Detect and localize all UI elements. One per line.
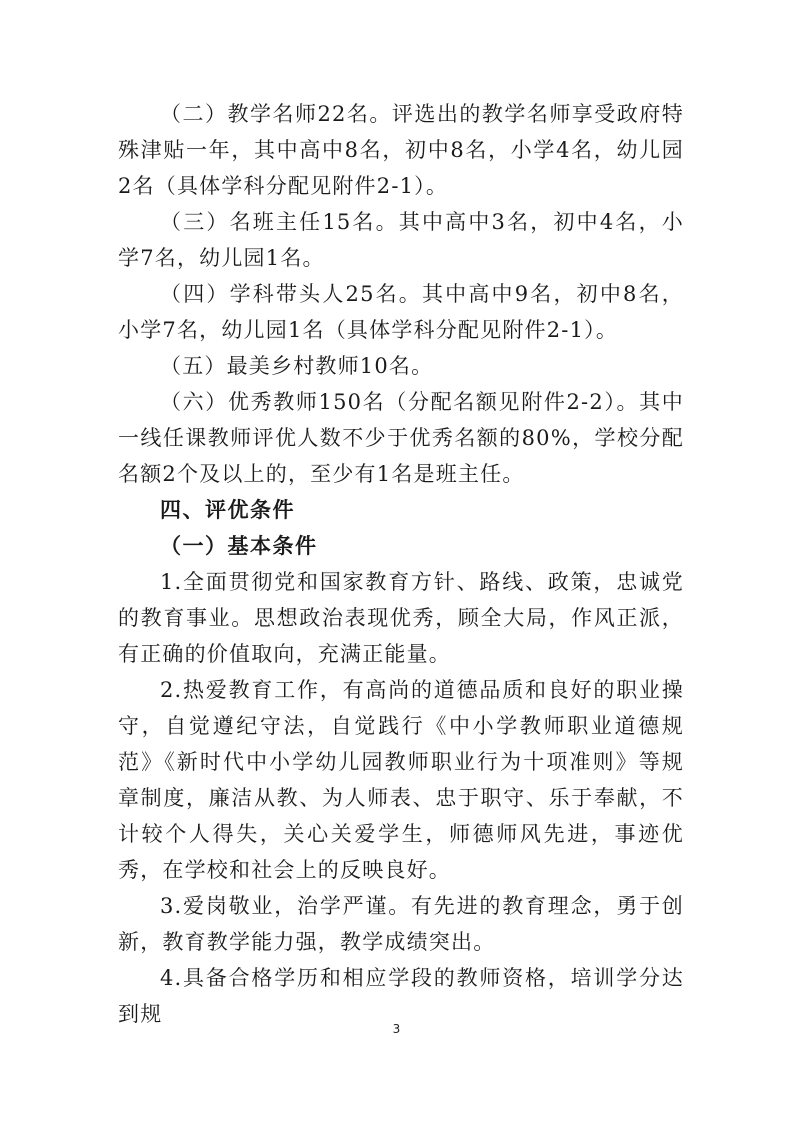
condition-item-2: 2.热爱教育工作，有高尚的道德品质和良好的职业操守，自觉遵纪守法，自觉践行《中小学教师职业道德规范》《新时代中小学幼儿园教师职业行为十项准则》等规章制度，廉洁从教、为人师表、忠于职守、乐于奉献，不计较个人得失，关心关爱学生，师德师风先进，事迹优秀，在学校和社会上的反映良好。 <box>118 678 684 882</box>
section-heading: 四、评优条件 <box>160 498 295 522</box>
condition-item-1: 1.全面贯彻党和国家教育方针、路线、政策，忠诚党的教育事业。思想政治表现优秀，顾全大局，作风正派，有正确的价值取向，充满正能量。 <box>118 570 684 666</box>
paragraph-excellent-teachers: （六）优秀教师150名（分配名额见附件2-2）。其中一线任课教师评优人数不少于优秀名额的80%，学校分配名额2个及以上的，至少有1名是班主任。 <box>118 390 684 486</box>
page-number: 3 <box>392 1022 401 1036</box>
paragraph-rural-teachers: （五）最美乡村教师10名。 <box>160 354 434 378</box>
paragraph-teaching-masters: （二）教学名师22名。评选出的教学名师享受政府特殊津贴一年，其中高中8名，初中8名，小学4名，幼儿园2名（具体学科分配见附件2-1）。 <box>118 102 684 198</box>
condition-item-4: 4.具备合格学历和相应学段的教师资格，培训学分达到规 <box>118 966 684 1026</box>
document-body <box>118 96 684 1032</box>
paragraph-subject-leaders: （四）学科带头人25名。其中高中9名，初中8名，小学7名，幼儿园1名（具体学科分配见附件2-1）。 <box>118 282 684 342</box>
condition-item-3: 3.爱岗敬业，治学严谨。有先进的教育理念，勇于创新，教育教学能力强，教学成绩突出。 <box>118 894 684 954</box>
paragraph-class-teachers: （三）名班主任15名。其中高中3名，初中4名，小学7名，幼儿园1名。 <box>118 210 684 270</box>
section-subheading: （一）基本条件 <box>160 533 318 558</box>
